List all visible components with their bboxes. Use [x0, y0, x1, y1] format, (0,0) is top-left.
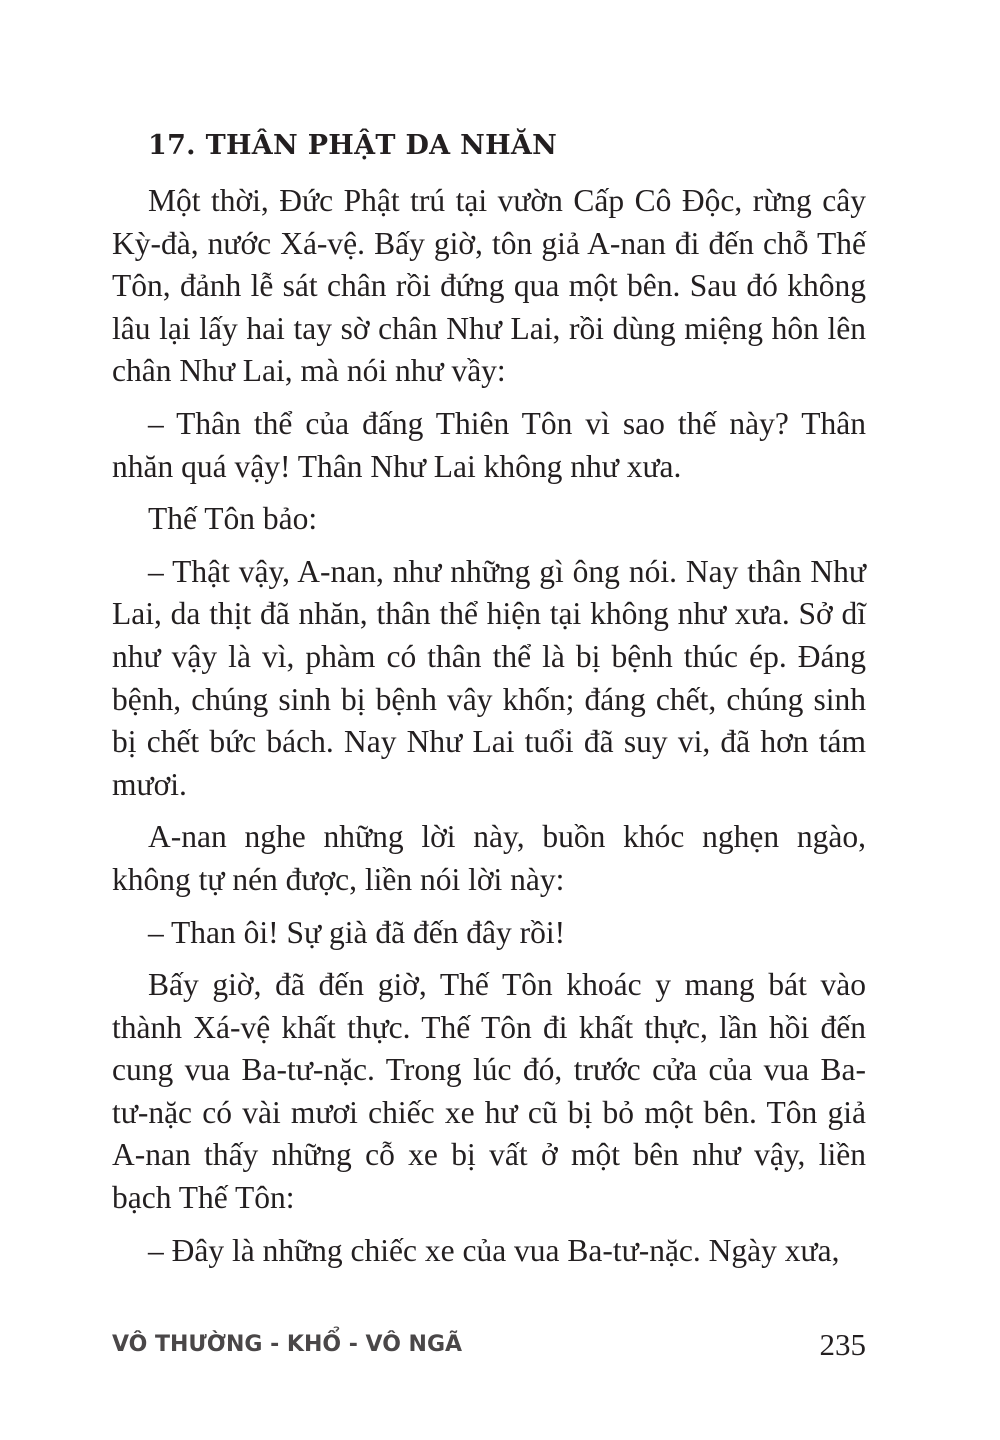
chapter-heading: 17. THÂN PHẬT DA NHĂN	[148, 130, 558, 161]
paragraph: Một thời, Đức Phật trú tại vườn Cấp Cô Độc, rừng cây Kỳ-đà, nước Xá-vệ. Bấy giờ, tôn giả A-nan đi đến chỗ Thế Tôn, đảnh lễ sát chân rồi đứng qua một bên. Sau đó không lâu lại lấy hai tay sờ chân Như Lai, rồi dùng miệng hôn lên chân Như Lai, mà nói như vầy:	[112, 183, 866, 389]
paragraph: – Đây là những chiếc xe của vua Ba-tư-nặc. Ngày xưa,	[148, 1232, 840, 1268]
paragraph: A-nan nghe những lời này, buồn khóc nghẹn ngào, không tự nén được, liền nói lời này:	[112, 819, 866, 897]
running-footer-title: VÔ THƯỜNG - KHỔ - VÔ NGÃ	[112, 1332, 463, 1357]
paragraph: – Than ôi! Sự già đã đến đây rồi!	[148, 914, 566, 950]
book-page	[112, 0, 866, 1440]
paragraph: Thế Tôn bảo:	[148, 501, 318, 537]
paragraph: – Thật vậy, A-nan, như những gì ông nói. Nay thân Như Lai, da thịt đã nhăn, thân thể hiện tại không như xưa. Sở dĩ như vậy là vì, phàm có thân thể là bị bệnh thúc ép. Đáng bệnh, chúng sinh bị bệnh vây khốn; đáng chết, chúng sinh bị chết bức bách. Nay Như Lai tuổi đã suy vi, đã hơn tám mươi.	[112, 553, 866, 802]
page-number: 235	[819, 1327, 866, 1362]
paragraph: – Thân thể của đấng Thiên Tôn vì sao thế này? Thân nhăn quá vậy! Thân Như Lai không như xưa.	[112, 405, 866, 484]
paragraph: Bấy giờ, đã đến giờ, Thế Tôn khoác y mang bát vào thành Xá-vệ khất thực. Thế Tôn đi khất thực, lần hồi đến cung vua Ba-tư-nặc. Trong lúc đó, trước cửa của vua Ba-tư-nặc có vài mươi chiếc xe hư cũ bị bỏ một bên. Tôn giả A-nan thấy những cỗ xe bị vất ở một bên như vậy, liền bạch Thế Tôn:	[112, 967, 866, 1216]
body-text	[112, 180, 866, 1282]
